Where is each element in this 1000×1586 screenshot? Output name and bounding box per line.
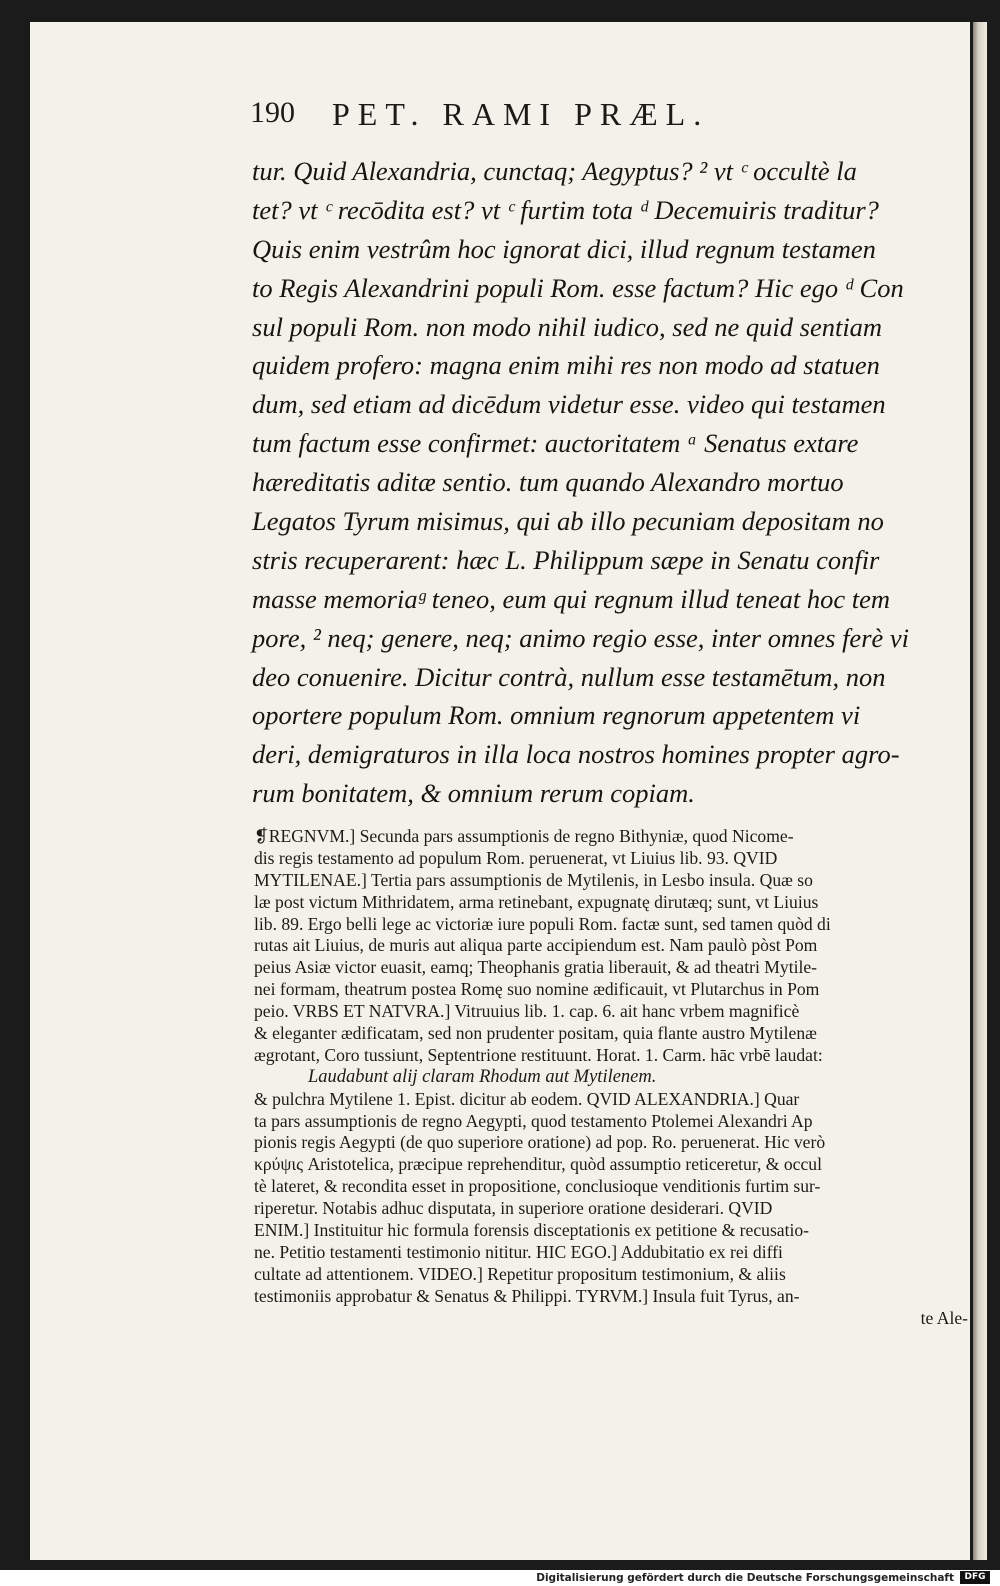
commentary-line: ne. Petitio testamenti testimonio nititur. HIC EGO.] Addubitatio ex rei diffi (254, 1241, 783, 1262)
commentary-line: & pulchra Mytilene 1. Epist. dicitur ab eodem. QVID ALEXANDRIA.] Quar (254, 1088, 800, 1109)
commentary-block (254, 826, 976, 1329)
main-text-block (252, 152, 978, 813)
commentary-line: testimoniis approbatur & Senatus & Philippi. TYRVM.] Insula fuit Tyrus, an- (254, 1285, 800, 1306)
main-text-line: dum, sed etiam ad dicēdum videtur esse. video qui testamen (252, 389, 886, 420)
commentary-line: ta pars assumptionis de regno Aegypti, quod testamento Ptolemei Alexandri Ap (254, 1110, 813, 1131)
main-text-line: pore, ² neq; genere, neq; animo regio esse, inter omnes ferè vi (252, 622, 910, 653)
commentary-line: pionis regis Aegypti (de quo superiore oratione) ad pop. Ro. peruenerat. Hic verò (254, 1132, 826, 1153)
dfg-logo: DFG (960, 1571, 990, 1584)
commentary-line: ægrotant, Coro tussiunt, Septentrione restituunt. Horat. 1. Carm. hāc vrbē laudat: (254, 1044, 823, 1065)
commentary-line: κρύψις Aristotelica, præcipue reprehenditur, quòd assumptio reticeretur, & occul (254, 1154, 822, 1175)
main-text-line: quidem profero: magna enim mihi res non modo ad statuen (252, 350, 880, 381)
main-text-line: stris recuperarent: hæc L. Philippum sæpe in Senatu confir (252, 544, 880, 575)
main-text-line: rum bonitatem, & omnium rerum copiam. (252, 778, 695, 809)
commentary-line: dis regis testamento ad populum Rom. peruenerat, vt Liuius lib. 93. QVID (254, 847, 778, 868)
commentary-line: peio. VRBS ET NATVRA.] Vitruuius lib. 1. cap. 6. ait hanc vrbem magnificè (254, 1001, 800, 1022)
main-text-line: tet? vt ᶜ recōdita est? vt ᶜ furtim tota ᵈ Decemuiris traditur? (252, 194, 879, 225)
commentary-line: læ post victum Mithridatem, arma retinebant, expugnatę dirutæq; sunt, vt Liuius (254, 891, 819, 912)
commentary-line: cultate ad attentionem. VIDEO.] Repetitur propositum testimonium, & aliis (254, 1263, 786, 1284)
commentary-line: nei formam, theatrum postea Romę suo nomine ædificauit, vt Plutarchus in Pom (254, 979, 820, 1000)
catchword: te Ale- (920, 1307, 968, 1328)
main-text-line: masse memoriaᵍ teneo, eum qui regnum illud teneat hoc tem (252, 583, 891, 614)
commentary-line: MYTILENAE.] Tertia pars assumptionis de Mytilenis, in Lesbo insula. Quæ so (254, 869, 813, 890)
commentary-line: ENIM.] Instituitur hic formula forensis disceptationis ex petitione & recusatio- (254, 1220, 810, 1241)
main-text-line: oportere populum Rom. omnium regnorum appetentem vi (252, 700, 861, 731)
page-header (250, 96, 810, 136)
main-text-line: hæreditatis aditæ sentio. tum quando Alexandro mortuo (252, 467, 844, 498)
page-number: 190 (250, 96, 295, 129)
commentary-line: rutas ait Liuius, de muris aut aliqua parte accipiendum est. Nam paulò pòst Pom (254, 935, 818, 956)
commentary-line: & eleganter ædificatam, sed non prudenter positam, quia flante austro Mytilenæ (254, 1023, 817, 1044)
running-head: PET. RAMI PRÆL. (332, 96, 710, 132)
main-text-line: to Regis Alexandrini populi Rom. esse factum? Hic ego ᵈ Con (252, 272, 904, 303)
commentary-line: tè lateret, & recondita esset in propositione, conclusioque venditionis furtim sur- (254, 1176, 821, 1197)
funding-credit: Digitalisierung gefördert durch die Deutsche Forschungsgemeinschaft (536, 1572, 954, 1584)
main-text-line: tum factum esse confirmet: auctoritatem ᵃ Senatus extare (252, 428, 859, 459)
main-text-line: Quis enim vestrûm hoc ignorat dici, illud regnum testamen (252, 233, 876, 264)
main-text-line: deri, demigraturos in illa loca nostros homines propter agro- (252, 739, 900, 770)
main-text-line: tur. Quid Alexandria, cunctaq; Aegyptus? ² vt ᶜ occultè la (252, 156, 857, 186)
main-text-line: Legatos Tyrum misimus, qui ab illo pecuniam depositam no (252, 506, 884, 537)
main-text-line: sul populi Rom. non modo nihil iudico, sed ne quid sentiam (252, 311, 883, 342)
commentary-line: lib. 89. Ergo belli lege ac victoriæ iure populi Rom. factæ sunt, sed tamen quòd di (254, 913, 831, 934)
quoted-verse-line: Laudabunt alij claram Rhodum aut Mytilenem. (308, 1066, 657, 1087)
commentary-line: ❡REGNVM.] Secunda pars assumptionis de regno Bithyniæ, quod Nicome- (254, 826, 794, 846)
commentary-line: peius Asiæ victor euasit, eamq; Theophanis gratia liberauit, & ad theatri Mytile- (254, 957, 818, 978)
main-text-line: deo conuenire. Dicitur contrà, nullum esse testamētum, non (252, 661, 886, 692)
commentary-line: riperetur. Notabis adhuc disputata, in superiore oratione desiderari. QVID (254, 1198, 773, 1219)
